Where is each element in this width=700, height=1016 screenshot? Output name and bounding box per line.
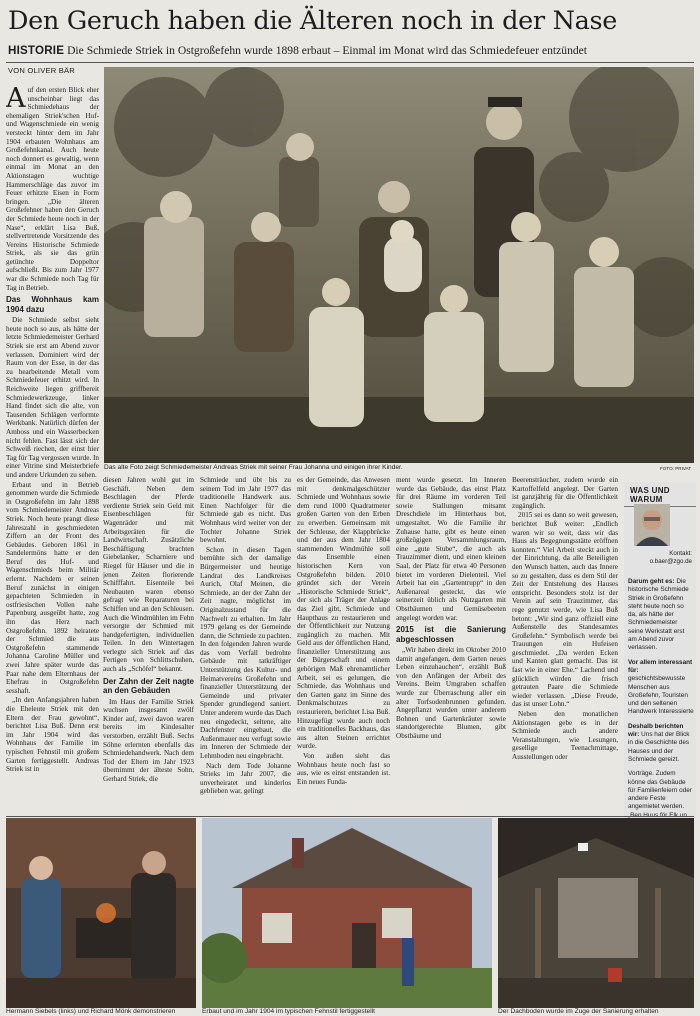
info-continuation: Vorträge. Zudem könne das Gebäude für Familienfeiern oder andere Feste angemietet werden. bbox=[628, 770, 692, 811]
article-paragraph: „Wir haben direkt im Oktober 2010 damit angefangen, dem Garten neues Leben einzuhauchen“, erzählt Buß von den Anfängen der Arbeit des Vereins. Beim Umgraben schaffen wurde zur Überraschung aller ein alter Torfsodenbrunnen gefunden. Angepflanzt wurden unter anderem Bohnen und Gartenkräuter sowie standortgerechte Blumen, gibt Obstbäume und bbox=[396, 646, 506, 741]
byline: VON OLIVER BÄR bbox=[8, 66, 75, 75]
article-paragraph: Schmiede und übt bis zu seinem Tod im Jahr 1977 das traditionelle Handwerk aus. Einen Nachfolger für die Schmiede gab es nicht. Das Wohnhaus wird weiter von der Tochter Johanne Striek bewohnt. bbox=[200, 476, 291, 545]
article-paragraph: Beerensträucher, zudem wurde ein Kartoffelfeld angelegt. Der Garten ist ganzjährig für die Öffentlichkeit zugänglich. bbox=[512, 476, 618, 510]
info-question: Vor allem interessant für: bbox=[628, 658, 693, 674]
photo-caption: Das alte Foto zeigt Schmiedemeister Andreas Striek mit seiner Frau Johanna und einigen ihrer Kinder. bbox=[104, 464, 403, 471]
article-paragraph: ment wurde gesetzt. Im Inneren wurde das Gebäude, das einst Platz für drei Räume im vorderen Teil sowie Stallungen mitsamt Dreschdiele im Hinterhaus bot, umgestaltet. Wo die Familie ihr Zuhause hatte, gibt es heute einen großzügigen Versammlungsraum, eine „gute Stube“, die auch als Trauzimmer dient, und einen kleinen Saal, der Platz für etwa 40 Personen bietet im vorderen Dielenteil. Viel Arbeit hat ein „Gartentrupp“ in den Außenareal gesteckt, das wie seinerzeit üblich als Nutzgarten mit Obstbäumen und Gemüsebeeten angelegt worden war. bbox=[396, 476, 506, 622]
article-paragraph: Schon in diesen Tagen bemühte sich der damalige Bürgermeister und heutige Landrat des Landkreises Aurich, Olaf Meinen, die Schmiede, an der der Zahn der Zeit nagte, möglichst im Originalzustand für die Nachwelt zu erhalten. Im Jahr 1979 gelang es der Gemeinde dann, die Schmiede zu pachten. In den folgenden Jahren wurde das vom Verfall bedrohte Gebäude mit tatkräftiger Unterstützung des Kultur- und Heimatvereins Großefehn und finanzieller Unterstützung der Gemeinde und privater Spender grundlegend saniert. Unter anderem wurde das Dach neu eingedeckt, seltene, alte Dachfenster eingebaut, die Außenmauer neu verfugt sowie im Inneren der Schmiede der Lehmboden neu eingebracht. bbox=[200, 545, 291, 760]
kicker: HISTORIE bbox=[8, 44, 65, 57]
article-paragraph: 2015 sei es dann so weit gewesen, berichtet Buß weiter: „Endlich waren wir so weit, dass wir das Haus als Begegnungsstätte eröffnen konnten.“ Viel Arbeit steckt auch in der Einrichtung, da alle Beteiligten den Wunsch hatten, auch das Innere so zu gestalten, dass es dem Stil der Zeit der Entstehung des Hauses entspricht. Besonders stolz ist der Verein auf sein Trauzimmer, das rege genutzt werde, wie Lisa Buß betont: „Wir sind ganz offiziell eine Außenstelle des Standesamtes Großefehn.“ Symbolisch werde bei Trauungen ein Hufeisen geschmiedet. „Da werden Ecken und Kanten glatt gemacht. Das ist fast wie in einer Ehe.“ Lachend und glücklich würden die frisch getrauten Paare die Schmiede wieder verlassen. „Diese Freude, das ist unser Lohn.“ bbox=[512, 511, 618, 709]
article-column-2 bbox=[103, 476, 194, 811]
info-box bbox=[624, 482, 696, 818]
headline: Den Geruch haben die Älteren noch in der Nase bbox=[8, 6, 618, 36]
article-column-1 bbox=[6, 86, 99, 806]
info-answer: geschichtsbewusste Menschen aus Großefehn, Touristen und den seltenen Handwerk Interessierte bbox=[628, 675, 694, 716]
article-paragraph: Nach dem Tode Johanne Strieks im Jahr 2007, die unverheiratet und kinderlos geblieben war, gelingt bbox=[200, 761, 291, 796]
article-column-6 bbox=[512, 476, 618, 811]
blacksmith-demo-photo bbox=[6, 818, 196, 1008]
article-column-3 bbox=[200, 476, 291, 811]
photo-credit: FOTO: PRIVAT bbox=[660, 466, 692, 471]
info-answer: Uns hat der Blick in die Geschichte des Hauses und der Schmiede gereizt. bbox=[628, 731, 690, 763]
contact-email[interactable]: o.baer@zgo.de bbox=[649, 558, 692, 565]
article-paragraph: Erbaut und in Betrieb genommen wurde die Schmiede in Ostgroßefehn im Jahr 1898 vom Schmiedemeister Andreas Striek. Noch heute prangt diese Jahreszahl in geschmiedeten Ziffern an der Front des Gebäudes. Geboren 1861 in Sandelermöns hatte er den Beruf des Huf- und Wagenschmieds beim Militär erlernt. Nachdem er seinen Beruf zunächst in einigen gepachteten Schmieden in ostfriesischen Vollen nahe Papenburg ausgeübt hatte, zog ihn das Herz nach Ostgroßefehn. 1892 heiratete der Schmied die aus Ostgroßefehn stammende Johanna Caroline Müller und zwei Jahre später wurde das Paar nahe dem Elternhaus der Ehefrau in Ostgroßefehn sesshaft. bbox=[6, 480, 99, 695]
article-column-5 bbox=[396, 476, 506, 811]
article-paragraph: diesen Jahren wohl gut im Geschäft. Neben dem Beschlagen der Pferde verdiente Striek sein Geld mit Eisenbeschlägen für Wagenräder und mit Arbeitsgeräten für die Landwirtschaft. Zusätzliche Beschäftigung brachten Giebelanker, Scharniere und Riegel für Häuser und die in jenen Zeiten florierende Schifffahrt. Eisenteile bei Neubauten waren ebenso gefragt wie Reparaturen bei Schiffen und an den Schleusen. Auch die Windmühlen im Fehn versorgte der Schmied mit handgefertigten, individuellen Teilen. In den Wintertagen verlegte sich Striek auf das Fertigen von Schlittschuhen, auch als „Schöfel“ bekannt. bbox=[103, 476, 194, 674]
author-portrait bbox=[634, 504, 670, 546]
subheadline bbox=[8, 44, 698, 58]
article-paragraph: Neben den monatlichen Aktionstagen gebe es in der Schmiede auch andere Veranstaltungen, wie Lesungen, gesellige Teenachmittage, Ausstellungen oder bbox=[512, 710, 618, 761]
section-heading-2: Der Zahn der Zeit nagte an den Gebäuden bbox=[103, 676, 194, 696]
house-exterior-photo bbox=[202, 818, 492, 1008]
section-heading-3: 2015 ist die Sanierung abgeschlossen bbox=[396, 625, 506, 644]
family-photo-illustration bbox=[104, 67, 694, 463]
info-box-heading: WAS UND WARUM bbox=[624, 482, 696, 507]
article-paragraph: Die Schmiede selbst sieht heute noch so aus, als hätte der letzte Schmiedemeister Gerhard Striek sie erst am Abend zuvor verlassen. Dominiert wird der Raum von der Esse, in der das zu bearbeitende Metall vom Schmiedefeuer erhitzt wird. In Reichweite liegen griffbereit Schmiedewerkzeuge, linker Hand findet sich die alte, von Tausenden Schlägen verformte Werkbank. Natürlich dürfen der Amboss und ein Wasserbecken nicht fehlen. Fast lässt sich der Schweiß riechen, der einst hier Tag für Tag vergossen wurde. In einer Vitrine sind Meisterbriefe und andere Urkunden zu sehen. bbox=[6, 316, 99, 479]
info-box-body bbox=[628, 578, 694, 851]
bottom-caption-2: Erbaut und im Jahr 1904 im typischen Fehnstil fertiggestellt bbox=[202, 1008, 375, 1015]
historic-family-photo bbox=[104, 67, 694, 463]
bottom-caption-3: Der Dachboden wurde im Zuge der Sanierung erhalten bbox=[498, 1008, 659, 1015]
article-paragraph: es der Gemeinde, das Anwesen mit denkmalgeschützter Schmiede und Wohnhaus sowie dem rund 1000 Quadratmeter großen Garten von den Erben zu erwerben. Gemeinsam mit der Schleuse, der Klappbrücke und der aus dem Jahr 1804 stammenden Windmühle soll das Ensemble einen historischen Kern von Ostgroßefehn bilden. 2010 gründet sich der Verein „Historische Schmiede Striek“, der sich als Träger der Anlage das Ziel gibt, Schmiede und Haupthaus zu restaurieren und der Öffentlichkeit zur Nutzung zugänglich zu machen. Mit Geld aus der öffentlichen Hand, finanzieller Unterstützung aus der Bürgerschaft und einem gehörigen Maß ehrenamtlicher Arbeit, sei es gelungen, die Schmiede, das Wohnhaus und den Garten ganz im Sinne des Denkmalschutzes zu restaurieren, berichtet Lisa Buß. Hinzugefügt wurde auch noch ein traditionelles Backhaus, das aus alten Steinen errichtet wurde. bbox=[297, 476, 390, 751]
attic-interior-photo bbox=[498, 818, 694, 1008]
footer-rule bbox=[6, 816, 694, 817]
dropcap: A bbox=[6, 86, 26, 114]
info-question: Deshalb berichten wir: bbox=[628, 722, 684, 739]
bottom-caption-1: Hermann Siebels (links) und Richard Mönk demonstrieren bbox=[6, 1008, 176, 1015]
header-rule bbox=[6, 62, 694, 63]
intro-paragraph: uf den ersten Blick eher unscheinbar liegt das Schmiedehaus der ehemaligen Striek'schen Huf- und Wagenschmiede ein wenig versteckt hinter dem im Jahr 1904 erbauten Wohnhaus am Großefehnkanal. Auch heute noch donnert es gewaltig, wenn einmal im Monat an den Aktionstagen wuchtige Hammerschläge das zuvor im Feuer erhitzte Eisen in Form bringen. „Die älteren Großefehner haben den Geruch der Schmiede heute noch in der Nase“, erklärt Lisa Buß, stellvertretende Vorsitzende des Vereins Historische Schmiede Striek, als sie das grün getünchte Doppeltor aufschließt. Bis zum Jahr 1977 war die Schmiede noch Tag für Tag in Betrieb. bbox=[6, 86, 99, 292]
info-answer: Die historische Schmiede Striek in Großefehn steht heute noch so da, als hätte der Schmiedemeister seine Werkstatt erst am Abend zuvor verlassen. bbox=[628, 578, 689, 652]
article-paragraph: Im Haus der Familie Striek wuchsen insgesamt zwölf Kinder auf, zwei davon waren bereits im Kindesalter verstorben, erzählt Buß. Sechs Söhne erlernten ebenfalls das Schmiedehandwerk. Nach dem Tod der Eltern im Jahr 1923 übernimmt der älteste Sohn, Gerhard Striek, die bbox=[103, 697, 194, 783]
subhead-text: Die Schmiede Striek in Ostgroßefehn wurde 1898 erbaut – Einmal im Monat wird das Schmiedefeuer entzündet bbox=[67, 44, 588, 57]
section-heading-1: Das Wohnhaus kam 1904 dazu bbox=[6, 295, 99, 314]
contact-label: Kontakt: bbox=[669, 550, 692, 557]
article-column-4 bbox=[297, 476, 390, 811]
contact-block bbox=[654, 550, 692, 558]
article-paragraph: Von außen sieht das Wohnhaus heute noch fast so aus, wie es einst entstanden ist. Ein neues Funda- bbox=[297, 752, 390, 786]
article-paragraph: „In den Anfangsjahren haben die Eheleute Striek mit den Eltern der Frau gewohnt“, berichtet Lisa Buß. Denn erst im Jahr 1904 wird das Wohnhaus der Familie im typischen Fehnstil mit großem Garten fertiggestellt. Andreas Striek ist in bbox=[6, 696, 99, 774]
info-question: Darum geht es: bbox=[628, 578, 675, 585]
